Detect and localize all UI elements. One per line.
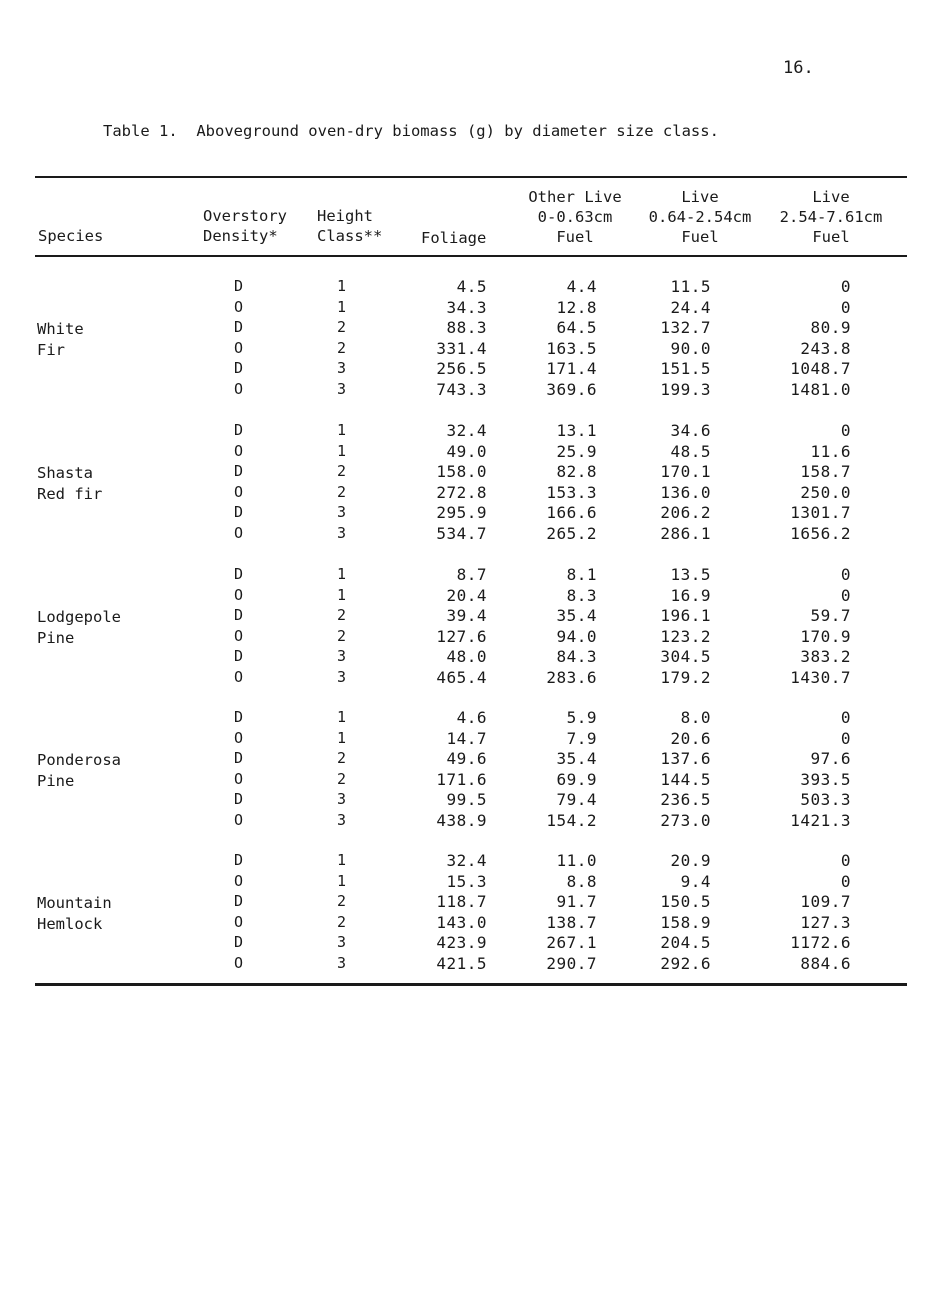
- cell-foliage: 4.6: [456, 708, 487, 727]
- cell-foliage: 49.6: [446, 749, 487, 769]
- cell-other-live-fuel: 154.2: [546, 811, 597, 830]
- cell-other-live-fuel: 290.7: [546, 954, 597, 973]
- cell-live-small-fuel: 132.7: [660, 318, 711, 338]
- cell-foliage: 88.3: [446, 318, 487, 338]
- cell-height-class: 3: [337, 790, 347, 809]
- species-name-line1: White: [37, 320, 84, 339]
- cell-foliage: 256.5: [436, 359, 487, 379]
- cell-height-class: 1: [337, 708, 347, 726]
- cell-density: D: [234, 565, 244, 583]
- cell-live-large-fuel: 1481.0: [790, 380, 851, 399]
- cell-live-small-fuel: 20.6: [670, 728, 711, 748]
- cell-density: O: [234, 769, 244, 788]
- cell-other-live-fuel: 11.0: [556, 851, 597, 870]
- cell-height-class: 3: [337, 524, 347, 542]
- cell-live-small-fuel: 273.0: [660, 811, 711, 830]
- cell-height-class: 3: [337, 668, 347, 686]
- cell-height-class: 3: [337, 954, 347, 972]
- species-name-line1: Lodgepole: [37, 608, 121, 627]
- cell-height-class: 3: [337, 503, 347, 522]
- cell-other-live-fuel: 69.9: [556, 769, 597, 789]
- cell-density: D: [234, 421, 244, 439]
- cell-density: O: [234, 912, 244, 931]
- cell-live-small-fuel: 199.3: [660, 380, 711, 399]
- cell-live-small-fuel: 206.2: [660, 503, 711, 523]
- cell-foliage: 743.3: [436, 380, 487, 399]
- cell-density: O: [234, 524, 244, 542]
- cell-live-small-fuel: 136.0: [660, 482, 711, 502]
- header-live-large-line1: Live: [812, 188, 850, 206]
- table-bottom-rule: [35, 983, 907, 986]
- cell-live-large-fuel: 1421.3: [790, 811, 851, 830]
- cell-foliage: 171.6: [436, 769, 487, 789]
- cell-height-class: 2: [337, 606, 347, 625]
- cell-live-large-fuel: 11.6: [810, 441, 851, 461]
- cell-foliage: 49.0: [446, 441, 487, 461]
- cell-foliage: 32.4: [446, 851, 487, 870]
- cell-other-live-fuel: 369.6: [546, 380, 597, 399]
- cell-live-large-fuel: 170.9: [800, 626, 851, 646]
- cell-other-live-fuel: 7.9: [566, 728, 597, 748]
- cell-foliage: 331.4: [436, 338, 487, 358]
- cell-density: O: [234, 380, 244, 398]
- header-live-small-line2: 0.64-2.54cm: [648, 208, 752, 226]
- cell-live-large-fuel: 0: [840, 871, 851, 891]
- cell-foliage: 295.9: [436, 503, 487, 523]
- cell-other-live-fuel: 94.0: [556, 626, 597, 646]
- table-top-rule: [35, 176, 907, 178]
- header-live-large-line3: Fuel: [812, 228, 850, 246]
- cell-live-large-fuel: 243.8: [800, 338, 851, 358]
- cell-density: D: [234, 851, 244, 869]
- cell-foliage: 143.0: [436, 912, 487, 932]
- cell-live-large-fuel: 884.6: [800, 954, 851, 973]
- cell-height-class: 1: [337, 421, 347, 439]
- header-height-line1: Height: [317, 207, 373, 225]
- cell-other-live-fuel: 8.8: [566, 871, 597, 891]
- cell-height-class: 2: [337, 482, 347, 501]
- cell-height-class: 2: [337, 462, 347, 481]
- cell-height-class: 2: [337, 769, 347, 788]
- cell-live-small-fuel: 137.6: [660, 749, 711, 769]
- cell-other-live-fuel: 267.1: [546, 933, 597, 953]
- cell-height-class: 1: [337, 297, 347, 316]
- header-other-live-line2: 0-0.63cm: [537, 208, 613, 226]
- cell-density: O: [234, 728, 244, 747]
- cell-density: D: [234, 647, 244, 666]
- header-overstory-line2: Density*: [203, 227, 278, 245]
- cell-live-large-fuel: 80.9: [810, 318, 851, 338]
- cell-other-live-fuel: 138.7: [546, 912, 597, 932]
- cell-density: D: [234, 933, 244, 952]
- species-name-line1: Ponderosa: [37, 751, 121, 770]
- cell-live-small-fuel: 292.6: [660, 954, 711, 973]
- cell-other-live-fuel: 265.2: [546, 524, 597, 543]
- species-name-line1: Mountain: [37, 894, 112, 913]
- cell-live-small-fuel: 179.2: [660, 668, 711, 687]
- cell-live-small-fuel: 20.9: [670, 851, 711, 870]
- cell-foliage: 20.4: [446, 585, 487, 605]
- cell-other-live-fuel: 8.3: [566, 585, 597, 605]
- cell-density: D: [234, 790, 244, 809]
- cell-foliage: 32.4: [446, 421, 487, 440]
- cell-other-live-fuel: 8.1: [566, 565, 597, 584]
- page-number: 16.: [783, 58, 814, 78]
- species-name-line2: Fir: [37, 340, 65, 359]
- cell-live-small-fuel: 16.9: [670, 585, 711, 605]
- cell-live-large-fuel: 0: [840, 297, 851, 317]
- cell-height-class: 2: [337, 749, 347, 768]
- cell-live-small-fuel: 11.5: [670, 277, 711, 296]
- cell-live-small-fuel: 123.2: [660, 626, 711, 646]
- table-header-rule: [35, 255, 907, 257]
- header-height-line2: Class**: [317, 227, 383, 245]
- header-live-small-line3: Fuel: [681, 228, 719, 246]
- cell-other-live-fuel: 35.4: [556, 606, 597, 626]
- cell-live-large-fuel: 158.7: [800, 462, 851, 482]
- cell-live-small-fuel: 158.9: [660, 912, 711, 932]
- cell-foliage: 39.4: [446, 606, 487, 626]
- cell-density: D: [234, 749, 244, 768]
- cell-other-live-fuel: 166.6: [546, 503, 597, 523]
- cell-foliage: 465.4: [436, 668, 487, 687]
- species-name-line2: Red fir: [37, 484, 103, 503]
- cell-height-class: 1: [337, 851, 347, 869]
- cell-other-live-fuel: 82.8: [556, 462, 597, 482]
- cell-live-large-fuel: 1048.7: [790, 359, 851, 379]
- header-live-large-line2: 2.54-7.61cm: [779, 208, 883, 226]
- cell-live-small-fuel: 90.0: [670, 338, 711, 358]
- cell-density: D: [234, 318, 244, 337]
- cell-foliage: 272.8: [436, 482, 487, 502]
- table-caption: Table 1. Aboveground oven-dry biomass (g) by diameter size class.: [103, 122, 719, 140]
- cell-density: O: [234, 871, 244, 890]
- cell-live-small-fuel: 34.6: [670, 421, 711, 440]
- cell-live-large-fuel: 1172.6: [790, 933, 851, 953]
- cell-height-class: 2: [337, 338, 347, 357]
- header-other-live-line3: Fuel: [556, 228, 594, 246]
- cell-other-live-fuel: 171.4: [546, 359, 597, 379]
- cell-other-live-fuel: 35.4: [556, 749, 597, 769]
- cell-height-class: 3: [337, 647, 347, 666]
- cell-foliage: 423.9: [436, 933, 487, 953]
- cell-live-small-fuel: 151.5: [660, 359, 711, 379]
- cell-other-live-fuel: 5.9: [566, 708, 597, 727]
- cell-live-small-fuel: 236.5: [660, 790, 711, 810]
- cell-other-live-fuel: 64.5: [556, 318, 597, 338]
- cell-density: O: [234, 954, 244, 972]
- cell-other-live-fuel: 4.4: [566, 277, 597, 296]
- species-name-line2: Hemlock: [37, 914, 103, 933]
- cell-foliage: 158.0: [436, 462, 487, 482]
- cell-live-large-fuel: 503.3: [800, 790, 851, 810]
- cell-live-small-fuel: 150.5: [660, 892, 711, 912]
- cell-other-live-fuel: 79.4: [556, 790, 597, 810]
- cell-density: O: [234, 482, 244, 501]
- cell-live-large-fuel: 0: [840, 421, 851, 440]
- header-other-live-line1: Other Live: [528, 188, 622, 206]
- cell-other-live-fuel: 283.6: [546, 668, 597, 687]
- cell-live-large-fuel: 0: [840, 728, 851, 748]
- cell-other-live-fuel: 163.5: [546, 338, 597, 358]
- cell-foliage: 118.7: [436, 892, 487, 912]
- species-name-line1: Shasta: [37, 464, 93, 483]
- cell-density: O: [234, 338, 244, 357]
- cell-foliage: 127.6: [436, 626, 487, 646]
- cell-density: O: [234, 811, 244, 829]
- cell-other-live-fuel: 91.7: [556, 892, 597, 912]
- cell-live-small-fuel: 144.5: [660, 769, 711, 789]
- cell-live-small-fuel: 304.5: [660, 647, 711, 667]
- cell-density: D: [234, 503, 244, 522]
- species-name-line2: Pine: [37, 628, 75, 647]
- cell-live-small-fuel: 170.1: [660, 462, 711, 482]
- cell-density: O: [234, 668, 244, 686]
- cell-height-class: 1: [337, 871, 347, 890]
- cell-height-class: 3: [337, 380, 347, 398]
- cell-height-class: 2: [337, 318, 347, 337]
- cell-live-large-fuel: 0: [840, 277, 851, 296]
- cell-foliage: 8.7: [456, 565, 487, 584]
- cell-live-large-fuel: 1430.7: [790, 668, 851, 687]
- cell-live-large-fuel: 59.7: [810, 606, 851, 626]
- cell-live-large-fuel: 97.6: [810, 749, 851, 769]
- cell-density: D: [234, 277, 244, 295]
- cell-live-large-fuel: 393.5: [800, 769, 851, 789]
- cell-live-large-fuel: 383.2: [800, 647, 851, 667]
- cell-live-small-fuel: 9.4: [680, 871, 711, 891]
- cell-live-large-fuel: 0: [840, 565, 851, 584]
- cell-height-class: 2: [337, 626, 347, 645]
- cell-density: D: [234, 708, 244, 726]
- cell-live-small-fuel: 204.5: [660, 933, 711, 953]
- cell-live-large-fuel: 127.3: [800, 912, 851, 932]
- cell-density: O: [234, 585, 244, 604]
- header-foliage: Foliage: [421, 229, 487, 247]
- cell-live-small-fuel: 48.5: [670, 441, 711, 461]
- cell-other-live-fuel: 13.1: [556, 421, 597, 440]
- cell-other-live-fuel: 153.3: [546, 482, 597, 502]
- cell-live-small-fuel: 24.4: [670, 297, 711, 317]
- cell-foliage: 99.5: [446, 790, 487, 810]
- cell-height-class: 1: [337, 277, 347, 295]
- cell-foliage: 14.7: [446, 728, 487, 748]
- cell-density: D: [234, 359, 244, 378]
- header-overstory-line1: Overstory: [203, 207, 287, 225]
- cell-foliage: 48.0: [446, 647, 487, 667]
- cell-density: D: [234, 462, 244, 481]
- header-live-small-line1: Live: [681, 188, 719, 206]
- header-species: Species: [38, 227, 104, 245]
- cell-height-class: 2: [337, 912, 347, 931]
- cell-live-large-fuel: 0: [840, 708, 851, 727]
- cell-height-class: 2: [337, 892, 347, 911]
- cell-height-class: 1: [337, 441, 347, 460]
- cell-foliage: 534.7: [436, 524, 487, 543]
- species-name-line2: Pine: [37, 771, 75, 790]
- cell-density: O: [234, 297, 244, 316]
- cell-foliage: 34.3: [446, 297, 487, 317]
- cell-other-live-fuel: 25.9: [556, 441, 597, 461]
- cell-foliage: 15.3: [446, 871, 487, 891]
- cell-other-live-fuel: 12.8: [556, 297, 597, 317]
- cell-live-large-fuel: 109.7: [800, 892, 851, 912]
- cell-live-small-fuel: 8.0: [680, 708, 711, 727]
- cell-live-large-fuel: 1656.2: [790, 524, 851, 543]
- cell-foliage: 421.5: [436, 954, 487, 973]
- cell-live-large-fuel: 1301.7: [790, 503, 851, 523]
- cell-other-live-fuel: 84.3: [556, 647, 597, 667]
- cell-height-class: 3: [337, 359, 347, 378]
- cell-density: D: [234, 606, 244, 625]
- cell-height-class: 1: [337, 585, 347, 604]
- cell-foliage: 438.9: [436, 811, 487, 830]
- cell-live-large-fuel: 0: [840, 585, 851, 605]
- cell-height-class: 1: [337, 728, 347, 747]
- cell-density: O: [234, 626, 244, 645]
- cell-foliage: 4.5: [456, 277, 487, 296]
- cell-height-class: 1: [337, 565, 347, 583]
- cell-live-large-fuel: 0: [840, 851, 851, 870]
- cell-height-class: 3: [337, 933, 347, 952]
- cell-live-small-fuel: 196.1: [660, 606, 711, 626]
- cell-density: O: [234, 441, 244, 460]
- cell-live-small-fuel: 286.1: [660, 524, 711, 543]
- cell-live-small-fuel: 13.5: [670, 565, 711, 584]
- cell-live-large-fuel: 250.0: [800, 482, 851, 502]
- cell-height-class: 3: [337, 811, 347, 829]
- cell-density: D: [234, 892, 244, 911]
